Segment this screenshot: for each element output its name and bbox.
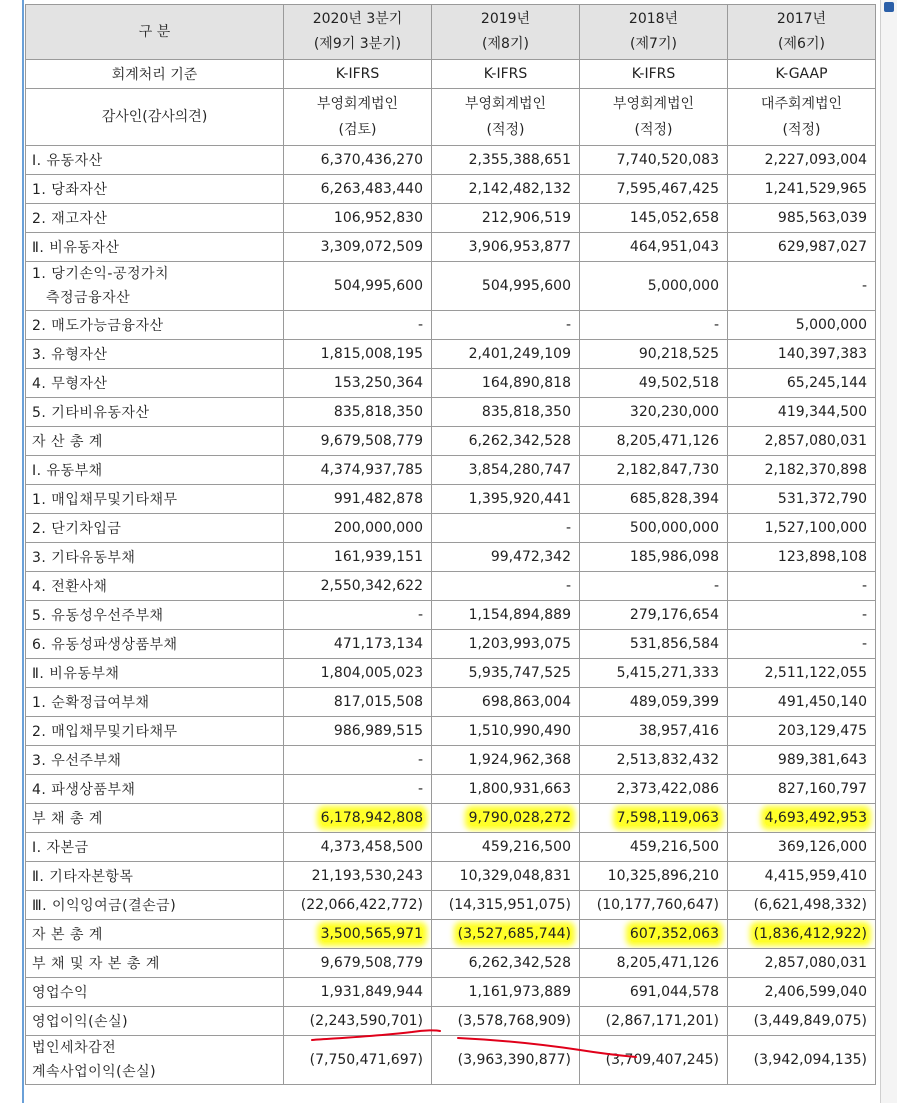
row-value: 153,250,364: [284, 369, 432, 398]
row-value: -: [432, 514, 580, 543]
row-label: 5. 기타비유동자산: [26, 398, 284, 427]
row-value: 4,374,937,785: [284, 456, 432, 485]
row-value: (3,963,390,877): [432, 1036, 580, 1085]
row-value: 2,550,342,622: [284, 572, 432, 601]
row-value: -: [728, 572, 876, 601]
row-value: 817,015,508: [284, 688, 432, 717]
row-value: 7,598,119,063: [580, 804, 728, 833]
row-label: 4. 무형자산: [26, 369, 284, 398]
table-row: [26, 688, 876, 717]
row-value: -: [728, 262, 876, 311]
row-value: 991,482,878: [284, 485, 432, 514]
row-value: 4,693,492,953: [728, 804, 876, 833]
table-row: [26, 572, 876, 601]
vertical-scrollbar[interactable]: [880, 0, 897, 1103]
row-value: 161,939,151: [284, 543, 432, 572]
row-value: 5,000,000: [728, 311, 876, 340]
row-label: 1. 당기손익-공정가치 측정금융자산: [26, 262, 284, 311]
row-value: (3,578,768,909): [432, 1007, 580, 1036]
row-label: 3. 우선주부채: [26, 746, 284, 775]
header-period-4: 2017년 (제6기): [728, 5, 876, 60]
row-value: 369,126,000: [728, 833, 876, 862]
row-label: Ⅰ. 유동자산: [26, 146, 284, 175]
row-label: 자 본 총 계: [26, 920, 284, 949]
table-row: [26, 601, 876, 630]
auditor-value: 대주회계법인 (적정): [728, 89, 876, 146]
row-value: 698,863,004: [432, 688, 580, 717]
table-row: [26, 204, 876, 233]
row-value: 2,373,422,086: [580, 775, 728, 804]
row-value: 8,205,471,126: [580, 427, 728, 456]
row-label: 1. 당좌자산: [26, 175, 284, 204]
row-value: 49,502,518: [580, 369, 728, 398]
row-label: 부 채 및 자 본 총 계: [26, 949, 284, 978]
table-row: [26, 543, 876, 572]
row-value: (3,527,685,744): [432, 920, 580, 949]
row-label: Ⅱ. 비유동자산: [26, 233, 284, 262]
row-label: 4. 전환사채: [26, 572, 284, 601]
row-value: 986,989,515: [284, 717, 432, 746]
row-value: 985,563,039: [728, 204, 876, 233]
row-value: (3,709,407,245): [580, 1036, 728, 1085]
row-value: 464,951,043: [580, 233, 728, 262]
row-label: 1. 순확정급여부채: [26, 688, 284, 717]
row-value: 419,344,500: [728, 398, 876, 427]
table-row: [26, 456, 876, 485]
row-value: 2,513,832,432: [580, 746, 728, 775]
row-value: 140,397,383: [728, 340, 876, 369]
row-value: 2,142,482,132: [432, 175, 580, 204]
row-value: 123,898,108: [728, 543, 876, 572]
row-value: 1,395,920,441: [432, 485, 580, 514]
row-value: -: [432, 311, 580, 340]
row-value: 164,890,818: [432, 369, 580, 398]
scroll-thumb[interactable]: [884, 2, 894, 12]
row-value: 106,952,830: [284, 204, 432, 233]
row-value: -: [728, 601, 876, 630]
row-value: 827,160,797: [728, 775, 876, 804]
row-value: 2,227,093,004: [728, 146, 876, 175]
row-value: 989,381,643: [728, 746, 876, 775]
left-window-edge: [0, 0, 24, 1103]
header-period-2: 2019년 (제8기): [432, 5, 580, 60]
row-value: 6,178,942,808: [284, 804, 432, 833]
row-value: 1,800,931,663: [432, 775, 580, 804]
row-value: 489,059,399: [580, 688, 728, 717]
row-value: 2,401,249,109: [432, 340, 580, 369]
table-row: [26, 862, 876, 891]
table-row: [26, 1007, 876, 1036]
row-value: 491,450,140: [728, 688, 876, 717]
header-period-1: 2020년 3분기 (제9기 3분기): [284, 5, 432, 60]
accounting-standard-value: K-IFRS: [432, 60, 580, 89]
row-label: Ⅱ. 비유동부채: [26, 659, 284, 688]
row-label: 6. 유동성파생상품부채: [26, 630, 284, 659]
row-value: 2,355,388,651: [432, 146, 580, 175]
row-label: 부 채 총 계: [26, 804, 284, 833]
auditor-label: 감사인(감사의견): [26, 89, 284, 146]
row-value: 8,205,471,126: [580, 949, 728, 978]
row-value: 1,931,849,944: [284, 978, 432, 1007]
table-row: [26, 746, 876, 775]
row-value: 3,906,953,877: [432, 233, 580, 262]
accounting-standard-row: [26, 60, 876, 89]
row-value: 1,241,529,965: [728, 175, 876, 204]
table-row: [26, 262, 876, 311]
accounting-standard-label: 회계처리 기준: [26, 60, 284, 89]
row-value: 2,857,080,031: [728, 949, 876, 978]
auditor-value: 부영회계법인 (검토): [284, 89, 432, 146]
row-value: 685,828,394: [580, 485, 728, 514]
row-value: 4,415,959,410: [728, 862, 876, 891]
row-value: -: [284, 775, 432, 804]
row-value: 200,000,000: [284, 514, 432, 543]
row-value: 1,924,962,368: [432, 746, 580, 775]
row-value: 1,815,008,195: [284, 340, 432, 369]
row-value: 835,818,350: [284, 398, 432, 427]
row-value: (3,449,849,075): [728, 1007, 876, 1036]
table-row: [26, 398, 876, 427]
row-value: 459,216,500: [432, 833, 580, 862]
table-row: [26, 175, 876, 204]
row-value: (10,177,760,647): [580, 891, 728, 920]
table-row: [26, 485, 876, 514]
row-value: 99,472,342: [432, 543, 580, 572]
auditor-row: [26, 89, 876, 146]
row-value: 5,935,747,525: [432, 659, 580, 688]
row-value: -: [284, 311, 432, 340]
row-value: 1,154,894,889: [432, 601, 580, 630]
row-value: 38,957,416: [580, 717, 728, 746]
row-label: 2. 매도가능금융자산: [26, 311, 284, 340]
row-value: 1,527,100,000: [728, 514, 876, 543]
table-row: [26, 920, 876, 949]
row-value: 504,995,600: [432, 262, 580, 311]
table-row: [26, 340, 876, 369]
table-row: [26, 311, 876, 340]
row-label: 2. 매입채무및기타채무: [26, 717, 284, 746]
row-value: 21,193,530,243: [284, 862, 432, 891]
row-value: 607,352,063: [580, 920, 728, 949]
row-value: 1,804,005,023: [284, 659, 432, 688]
row-value: 2,406,599,040: [728, 978, 876, 1007]
row-value: 1,161,973,889: [432, 978, 580, 1007]
row-value: -: [284, 601, 432, 630]
table-row: [26, 949, 876, 978]
row-value: -: [432, 572, 580, 601]
row-value: 212,906,519: [432, 204, 580, 233]
table-row: [26, 514, 876, 543]
row-value: 629,987,027: [728, 233, 876, 262]
row-value: 7,740,520,083: [580, 146, 728, 175]
header-period-3: 2018년 (제7기): [580, 5, 728, 60]
row-label: 자 산 총 계: [26, 427, 284, 456]
row-value: 10,329,048,831: [432, 862, 580, 891]
row-label: Ⅰ. 유동부채: [26, 456, 284, 485]
row-value: 9,679,508,779: [284, 427, 432, 456]
row-value: 6,263,483,440: [284, 175, 432, 204]
row-value: 6,370,436,270: [284, 146, 432, 175]
row-label: 1. 매입채무및기타채무: [26, 485, 284, 514]
row-value: 531,856,584: [580, 630, 728, 659]
row-value: 2,182,847,730: [580, 456, 728, 485]
row-value: 145,052,658: [580, 204, 728, 233]
row-value: (22,066,422,772): [284, 891, 432, 920]
row-label: 법인세차감전 계속사업이익(손실): [26, 1036, 284, 1085]
row-value: 4,373,458,500: [284, 833, 432, 862]
row-value: (3,942,094,135): [728, 1036, 876, 1085]
header-label: 구 분: [26, 5, 284, 60]
header-row: [26, 5, 876, 60]
table-row: [26, 233, 876, 262]
row-value: (1,836,412,922): [728, 920, 876, 949]
row-value: 65,245,144: [728, 369, 876, 398]
row-value: 3,309,072,509: [284, 233, 432, 262]
row-value: 500,000,000: [580, 514, 728, 543]
row-value: 1,203,993,075: [432, 630, 580, 659]
auditor-value: 부영회계법인 (적정): [432, 89, 580, 146]
table-row: [26, 775, 876, 804]
row-value: 279,176,654: [580, 601, 728, 630]
row-label: Ⅱ. 기타자본항목: [26, 862, 284, 891]
row-label: 4. 파생상품부채: [26, 775, 284, 804]
row-label: 2. 단기차입금: [26, 514, 284, 543]
row-value: 691,044,578: [580, 978, 728, 1007]
table-row: [26, 369, 876, 398]
accounting-standard-value: K-IFRS: [284, 60, 432, 89]
table-row: [26, 833, 876, 862]
row-value: 459,216,500: [580, 833, 728, 862]
row-value: 90,218,525: [580, 340, 728, 369]
row-value: 5,000,000: [580, 262, 728, 311]
financial-summary-table: [25, 4, 876, 1085]
row-label: Ⅰ. 자본금: [26, 833, 284, 862]
table-row: [26, 978, 876, 1007]
accounting-standard-value: K-IFRS: [580, 60, 728, 89]
table-row: [26, 427, 876, 456]
table-body: [26, 146, 876, 1085]
row-value: 5,415,271,333: [580, 659, 728, 688]
table-row: [26, 804, 876, 833]
auditor-value: 부영회계법인 (적정): [580, 89, 728, 146]
row-value: 2,182,370,898: [728, 456, 876, 485]
row-value: 3,500,565,971: [284, 920, 432, 949]
row-value: 7,595,467,425: [580, 175, 728, 204]
table-row: [26, 146, 876, 175]
row-value: 835,818,350: [432, 398, 580, 427]
row-label: 영업이익(손실): [26, 1007, 284, 1036]
row-label: Ⅲ. 이익잉여금(결손금): [26, 891, 284, 920]
row-value: 320,230,000: [580, 398, 728, 427]
row-value: (6,621,498,332): [728, 891, 876, 920]
row-label: 영업수익: [26, 978, 284, 1007]
table-row: [26, 1036, 876, 1085]
row-value: 1,510,990,490: [432, 717, 580, 746]
row-value: 6,262,342,528: [432, 949, 580, 978]
row-value: (14,315,951,075): [432, 891, 580, 920]
row-value: 203,129,475: [728, 717, 876, 746]
row-value: 6,262,342,528: [432, 427, 580, 456]
accounting-standard-value: K-GAAP: [728, 60, 876, 89]
row-value: -: [580, 311, 728, 340]
row-value: 504,995,600: [284, 262, 432, 311]
row-value: -: [728, 630, 876, 659]
row-label: 3. 유형자산: [26, 340, 284, 369]
row-value: -: [284, 746, 432, 775]
row-value: 2,857,080,031: [728, 427, 876, 456]
row-value: 3,854,280,747: [432, 456, 580, 485]
row-value: (2,243,590,701): [284, 1007, 432, 1036]
row-value: 10,325,896,210: [580, 862, 728, 891]
table-row: [26, 659, 876, 688]
table-row: [26, 891, 876, 920]
row-value: -: [580, 572, 728, 601]
row-value: (7,750,471,697): [284, 1036, 432, 1085]
table-row: [26, 630, 876, 659]
row-value: 471,173,134: [284, 630, 432, 659]
row-label: 2. 재고자산: [26, 204, 284, 233]
row-value: 2,511,122,055: [728, 659, 876, 688]
row-value: (2,867,171,201): [580, 1007, 728, 1036]
row-value: 185,986,098: [580, 543, 728, 572]
row-value: 9,679,508,779: [284, 949, 432, 978]
row-value: 531,372,790: [728, 485, 876, 514]
row-value: 9,790,028,272: [432, 804, 580, 833]
table-row: [26, 717, 876, 746]
row-label: 3. 기타유동부채: [26, 543, 284, 572]
row-label: 5. 유동성우선주부채: [26, 601, 284, 630]
